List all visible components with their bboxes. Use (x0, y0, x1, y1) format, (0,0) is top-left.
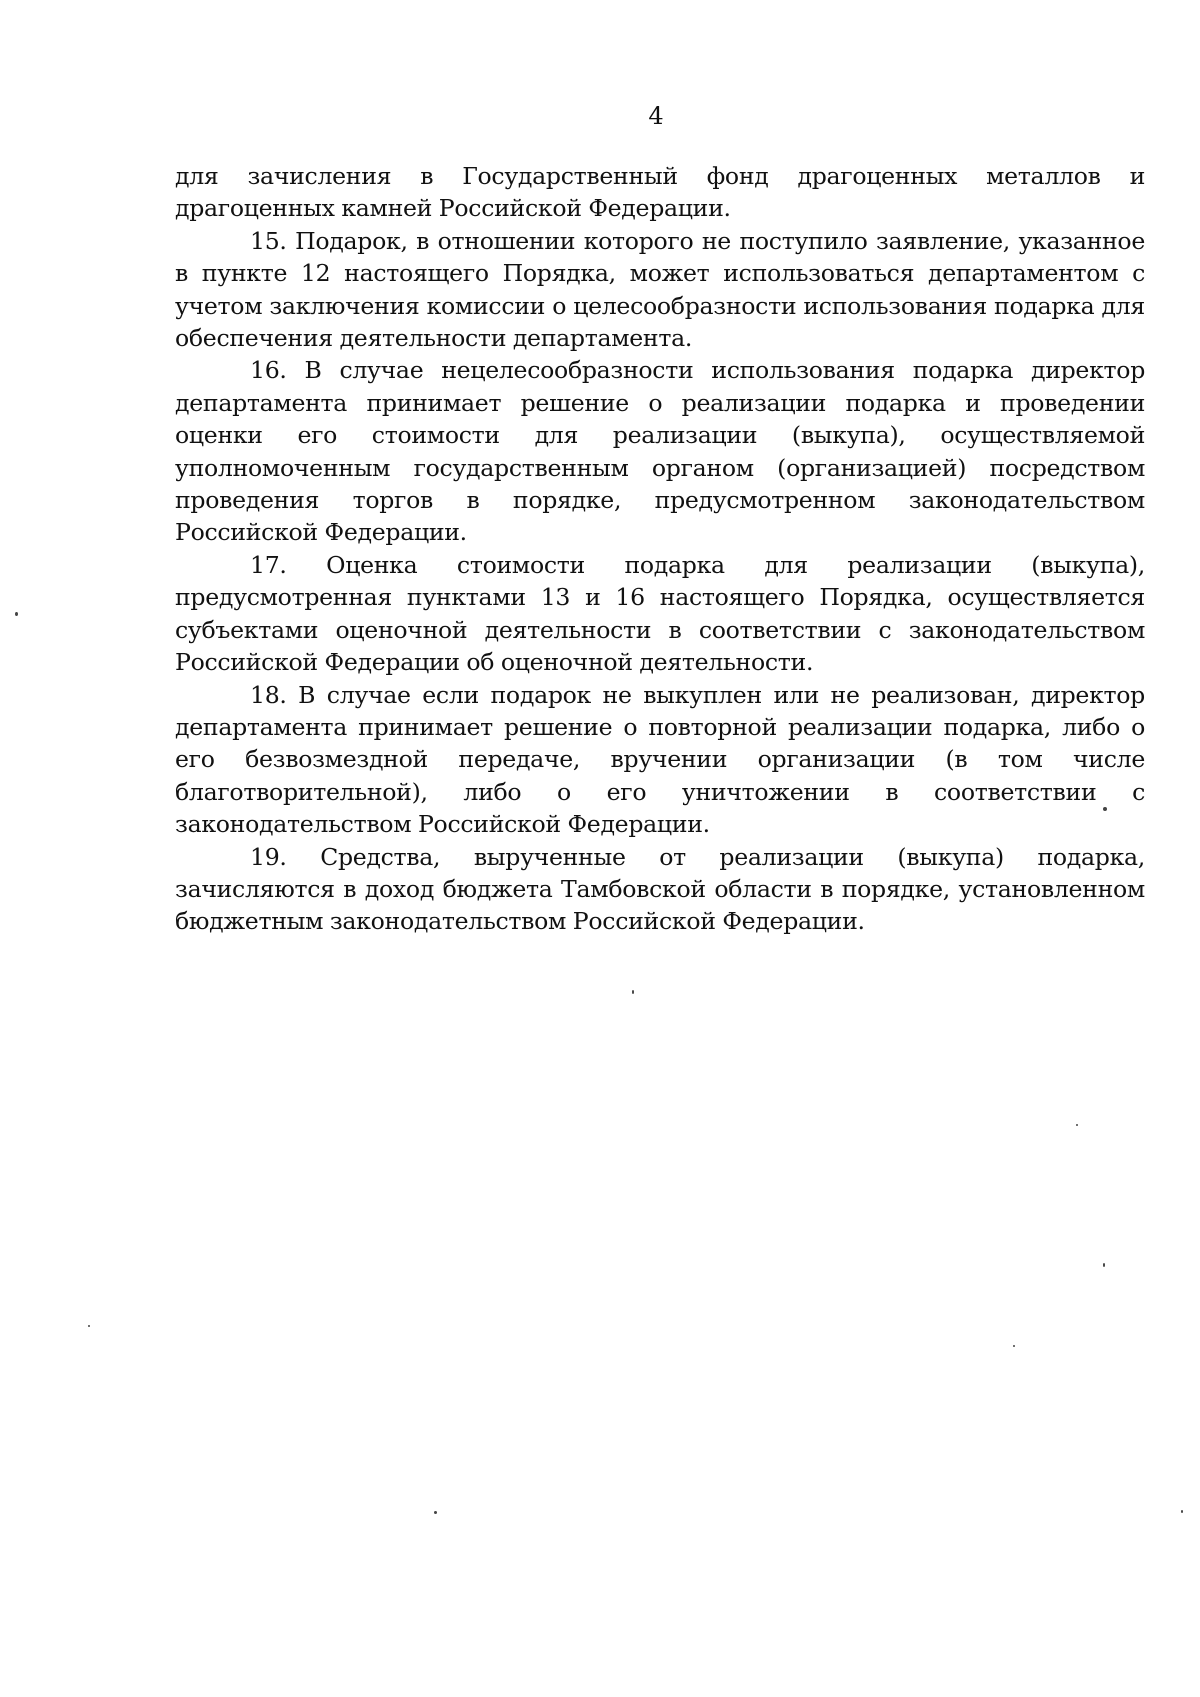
paragraph-continuation: для зачисления в Государственный фонд драгоценных металлов и драгоценных камней Российской Федерации. (175, 162, 1145, 223)
page-number: 4 (648, 102, 664, 130)
scan-speck (1103, 1263, 1105, 1267)
scan-speck (1013, 1345, 1015, 1347)
paragraph-18: 18. В случае если подарок не выкуплен или не реализован, директор департамента принимает решение о повторной реализации подарка, либо о его безвозмездной передаче, вручении организации (в том числе благотворительной), либо о его уничтожении в соответствии с законодательством Российской Федерации. (175, 680, 1145, 839)
scan-speck (88, 1325, 90, 1327)
paragraph-15: 15. Подарок, в отношении которого не поступило заявление, указанное в пункте 12 настоящего Порядка, может использоваться департаментом с учетом заключения комиссии о целесообразности использования подарка для обеспечения деятельности департамента. (175, 226, 1145, 353)
scan-speck (1103, 807, 1107, 811)
paragraph-19: 19. Средства, вырученные от реализации (выкупа) подарка, зачисляются в доход бюджета Тамбовской области в порядке, установленном бюджетным законодательством Российской Федерации. (175, 842, 1145, 936)
document-body (175, 160, 1145, 938)
scan-speck (15, 612, 18, 616)
scan-speck (1181, 1510, 1183, 1513)
scan-speck (632, 990, 634, 994)
scan-speck (434, 1511, 437, 1514)
paragraph-17: 17. Оценка стоимости подарка для реализации (выкупа), предусмотренная пунктами 13 и 16 настоящего Порядка, осуществляется субъектами оценочной деятельности в соответствии с законодательством Российской Федерации об оценочной деятельности. (175, 550, 1145, 677)
scan-speck (1076, 1124, 1078, 1126)
paragraph-16: 16. В случае нецелесообразности использования подарка директор департамента принимает решение о реализации подарка и проведении оценки его стоимости для реализации (выкупа), осуществляемой уполномоченным государственным органом (организацией) посредством проведения торгов в порядке, предусмотренном законодательством Российской Федерации. (175, 356, 1145, 547)
